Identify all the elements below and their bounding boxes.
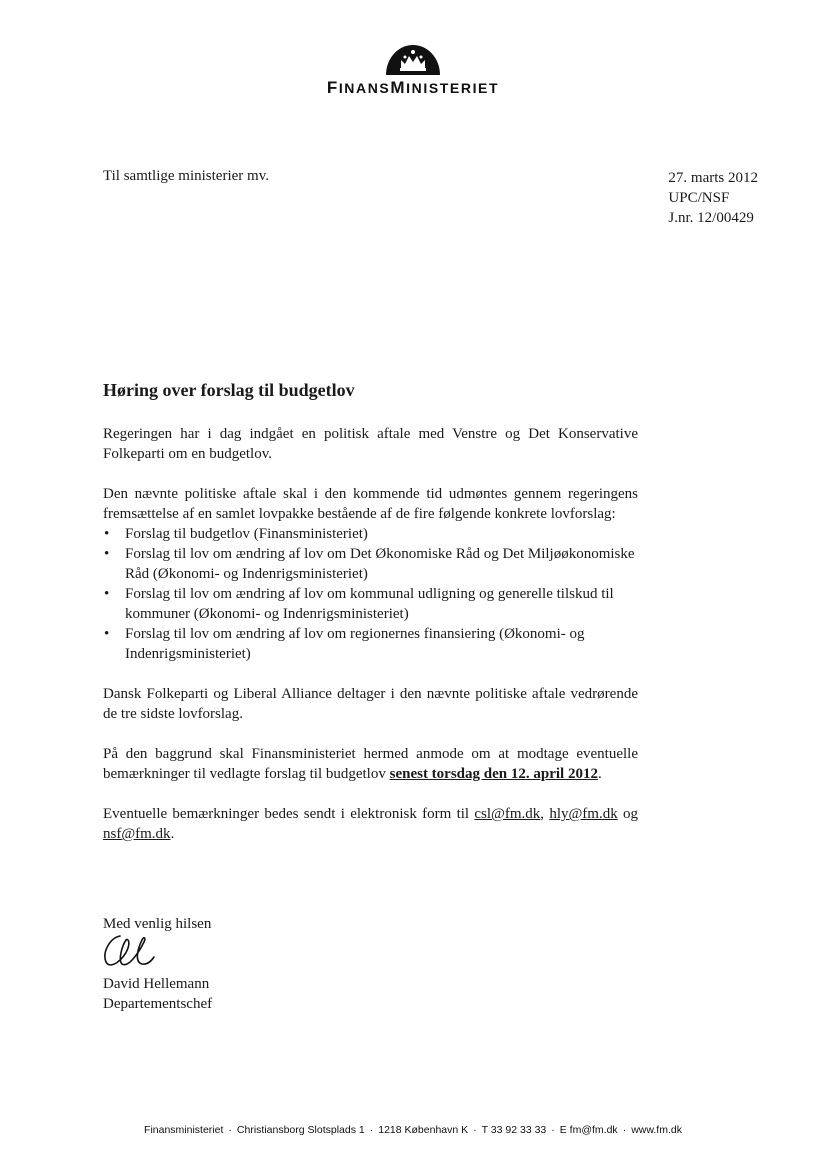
footer-postal: 1218 København K bbox=[378, 1124, 469, 1136]
list-item: • Forslag til budgetlov (Finansministeriet) bbox=[103, 524, 638, 544]
footer-address: Christiansborg Slotsplads 1 bbox=[236, 1124, 365, 1136]
footer-web[interactable]: www.fm.dk bbox=[631, 1124, 682, 1136]
footer-email[interactable]: E fm@fm.dk bbox=[559, 1124, 618, 1136]
email-link-csl[interactable]: csl@fm.dk bbox=[474, 806, 541, 822]
email-link-nsf[interactable]: nsf@fm.dk bbox=[103, 826, 171, 842]
list-item: • Forslag til lov om ændring af lov om regionernes finansiering (Økonomi- og Indenrigsministeriet) bbox=[103, 624, 638, 664]
letterhead-logo bbox=[0, 40, 826, 98]
letter-date: 27. marts 2012 bbox=[668, 170, 758, 186]
crown-emblem-icon bbox=[384, 40, 442, 76]
letter-meta bbox=[668, 168, 758, 228]
footer-org: Finansministeriet bbox=[144, 1124, 224, 1136]
letter-footer: Finansministeriet · Christiansborg Slotsplads 1 · 1218 København K · T 33 92 33 33 · E fm@fm.dk · www.fm.dk bbox=[144, 1124, 682, 1136]
letter-initials: UPC/NSF bbox=[668, 190, 730, 206]
signer-title: Departementschef bbox=[103, 996, 213, 1012]
list-item: • Forslag til lov om ændring af lov om kommunal udligning og generelle tilskud til kommuner (Økonomi- og Indenrigsministeriet) bbox=[103, 584, 638, 624]
closing-greeting: Med venlig hilsen bbox=[103, 916, 212, 932]
paragraph-contact: Eventuelle bemærkninger bedes sendt i elektronisk form til csl@fm.dk, hly@fm.dk og nsf@fm.dk. bbox=[103, 806, 639, 842]
letter-body bbox=[103, 424, 638, 864]
signer-block bbox=[103, 974, 212, 1014]
handwritten-signature bbox=[98, 930, 158, 972]
bill-list bbox=[103, 524, 638, 664]
paragraph-agreement: Den nævnte politiske aftale skal i den kommende tid udmøntes gennem regeringens fremsættelse af en samlet lovpakke bestående af de fire følgende konkrete lovforslag: bbox=[103, 486, 638, 522]
list-item: • Forslag til lov om ændring af lov om Det Økonomiske Råd og Det Miljøøkonomiske Råd (Økonomi- og Indenrigsministeriet) bbox=[103, 544, 638, 584]
letter-subject: Høring over forslag til budgetlov bbox=[103, 380, 355, 400]
email-link-hly[interactable]: hly@fm.dk bbox=[549, 806, 618, 822]
recipient-line: Til samtlige ministerier mv. bbox=[103, 168, 269, 184]
paragraph-intro: Regeringen har i dag indgået en politisk aftale med Venstre og Det Konservative Folkeparti om en budgetlov. bbox=[103, 426, 638, 462]
footer-phone: T 33 92 33 33 bbox=[481, 1124, 547, 1136]
ministry-wordmark: FINANSMINISTERIET bbox=[326, 78, 500, 97]
signer-name: David Hellemann bbox=[103, 976, 210, 992]
paragraph-request: På den baggrund skal Finansministeriet hermed anmode om at modtage eventuelle bemærkninger til vedlagte forslag til budgetlov senest torsdag den 12. april 2012. bbox=[103, 746, 638, 782]
deadline-text: senest torsdag den 12. april 2012 bbox=[389, 766, 598, 782]
journal-number: J.nr. 12/00429 bbox=[668, 210, 754, 226]
paragraph-participation: Dansk Folkeparti og Liberal Alliance deltager i den nævnte politiske aftale vedrørende de tre sidste lovforslag. bbox=[103, 686, 638, 722]
